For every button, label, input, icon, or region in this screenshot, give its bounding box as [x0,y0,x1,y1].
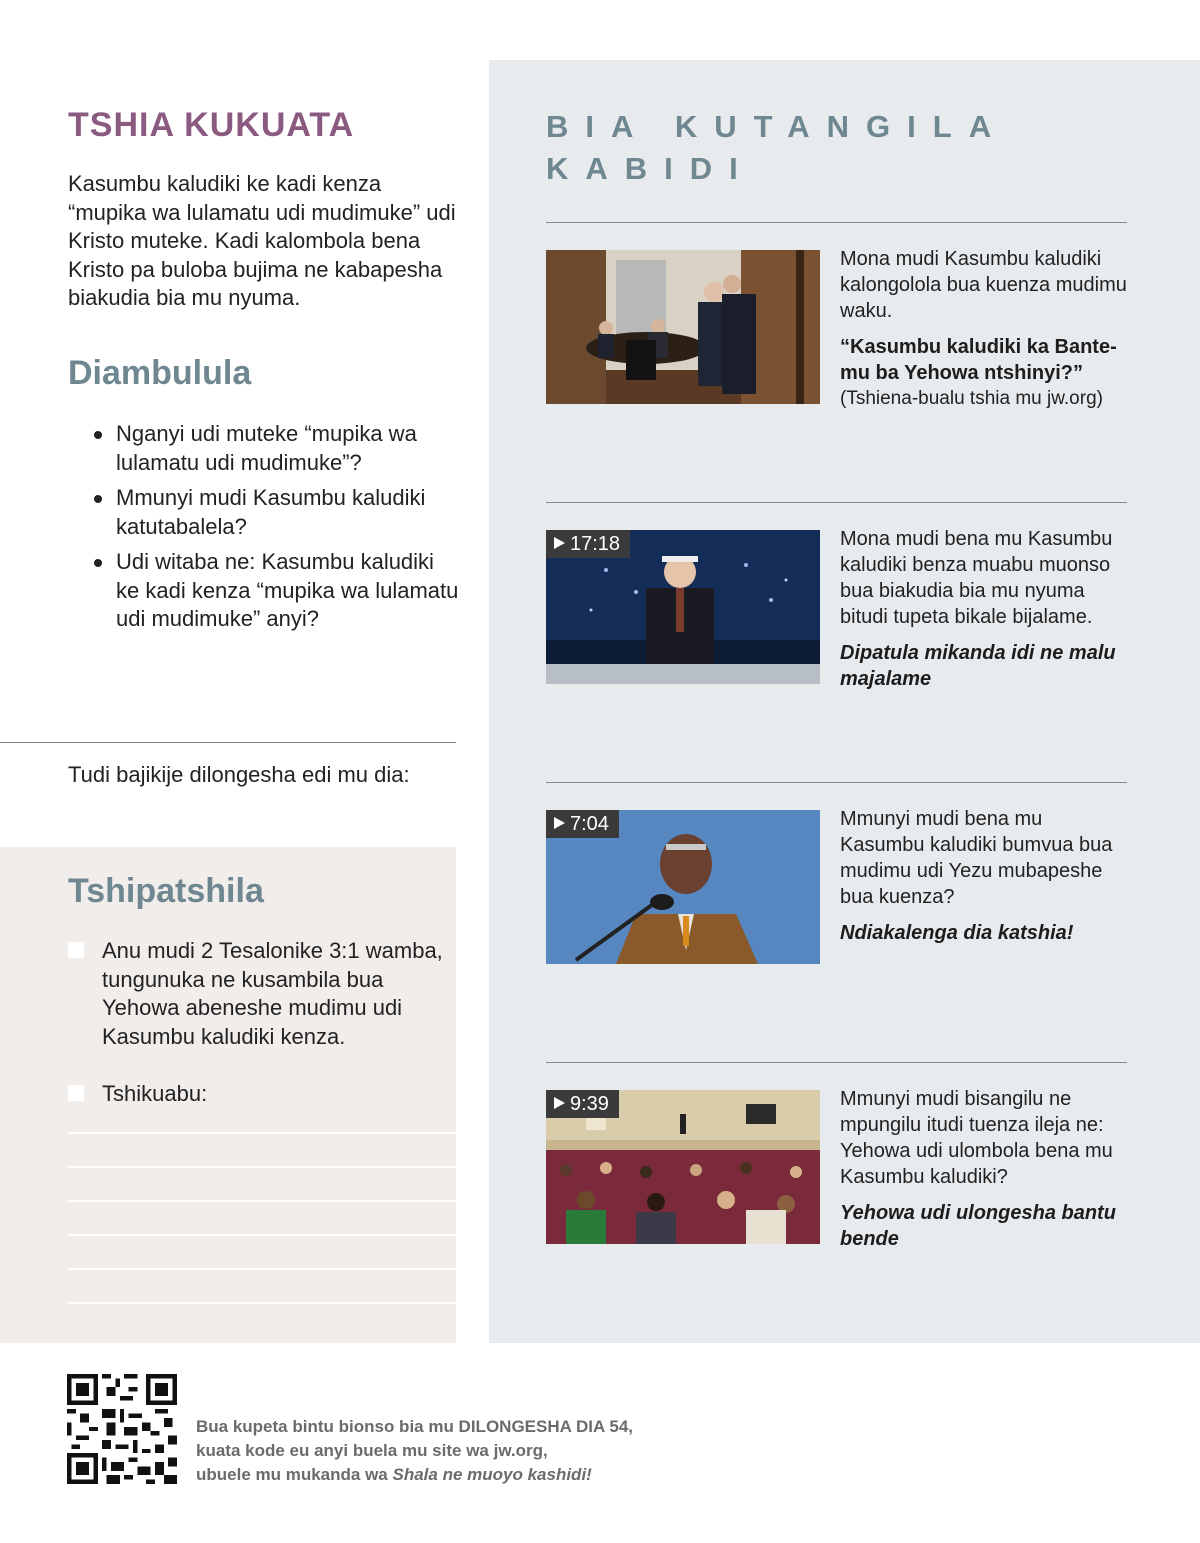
review-question: Udi witaba ne: Kasumbu kaludiki ke kadi kenza “mupika wa lulamatu udi mudimuke” anyi? [92,548,462,634]
video-duration: 9:39 [546,1090,619,1118]
video-thumbnail[interactable] [546,530,820,684]
play-icon [554,537,565,549]
checkbox[interactable] [68,1085,84,1101]
intro-paragraph: Kasumbu kaludiki ke kadi kenza “mupika wa lulamatu udi mudimuke” udi Kristo muteke. Kadi kalombola bena Kristo pa buloba bujima ne kabapesha biakudia bia mu nyuma. [68,171,456,311]
media-heading: BIA KUTANGILA KABIDI [546,109,1007,186]
footer-line: Bua kupeta bintu bionso bia mu DILONGESHA DIA 54, [196,1417,633,1436]
writing-line[interactable] [68,1302,456,1304]
divider [0,742,456,743]
media-item [840,1086,1130,1252]
video-thumbnail[interactable] [546,1090,820,1244]
media-source-note: (Tshiena-bualu tshia mu jw.org) [840,388,1103,409]
review-questions [92,420,462,641]
exercise-heading: Tshipatshila [68,872,264,910]
media-description: Mona mudi Kasumbu kaludiki kalongolola bua kuenza mudimu waku. [840,248,1127,322]
article-link[interactable]: “Kasumbu kaludiki ka Bante-mu ba Yehowa ntshinyi?” [840,336,1117,384]
writing-line[interactable] [68,1132,456,1134]
writing-line[interactable] [68,1234,456,1236]
review-heading: Diambulula [68,354,252,392]
writing-line[interactable] [68,1200,456,1202]
divider [546,502,1127,503]
divider [546,782,1127,783]
exercise-item [68,937,448,1051]
media-description: Mmunyi mudi bena mu Kasumbu kaludiki bumvua bua mudimu udi Yezu mubapeshe bua kuenza? [840,808,1113,908]
video-duration: 7:04 [546,810,619,838]
video-duration: 17:18 [546,530,630,558]
play-icon [554,1097,565,1109]
qr-code-icon[interactable] [67,1374,177,1484]
video-link[interactable]: Ndiakalenga dia katshia! [840,922,1074,944]
writing-line[interactable] [68,1268,456,1270]
checkbox[interactable] [68,942,84,958]
writing-line[interactable] [68,1166,456,1168]
review-question: Mmunyi mudi Kasumbu kaludiki katutabalela? [92,484,462,541]
media-item [840,526,1130,692]
section-title: TSHIA KUKUATA [68,106,355,144]
book-title[interactable]: Shala ne muoyo kashidi! [392,1465,592,1484]
meeting-room-image [546,250,820,404]
media-description: Mmunyi mudi bisangilu ne mpungilu itudi tuenza ileja ne: Yehowa udi ulombola bena mu Kasumbu kaludiki? [840,1088,1113,1188]
article-thumbnail[interactable] [546,250,820,404]
completion-date-label: Tudi bajikije dilongesha edi mu dia: [68,762,410,787]
video-link[interactable]: Yehowa udi ulongesha bantu bende [840,1202,1116,1250]
video-link[interactable]: Dipatula mikanda idi ne malu majalame [840,642,1116,690]
divider [546,1062,1127,1063]
footer-note [196,1415,633,1487]
footer-line: kuata kode eu anyi buela mu site wa jw.org, [196,1441,548,1460]
play-icon [554,817,565,829]
exercise-text: Tshikuabu: [102,1081,208,1106]
media-item [840,246,1130,412]
exercise-item [68,1080,448,1109]
video-thumbnail[interactable] [546,810,820,964]
media-description: Mona mudi bena mu Kasumbu kaludiki benza muabu muonso bua biakudia bia mu nyuma bitudi tupeta bikale bijalame. [840,528,1113,628]
footer-line: ubuele mu mukanda wa Shala ne muoyo kashidi! [196,1465,592,1484]
media-item [840,806,1130,946]
divider [546,222,1127,223]
review-question: Nganyi udi muteke “mupika wa lulamatu udi mudimuke”? [92,420,462,477]
exercise-text: Anu mudi 2 Tesalonike 3:1 wamba, tungunuka ne kusambila bua Yehowa abeneshe mudimu udi Kasumbu kaludiki kenza. [102,938,443,1049]
